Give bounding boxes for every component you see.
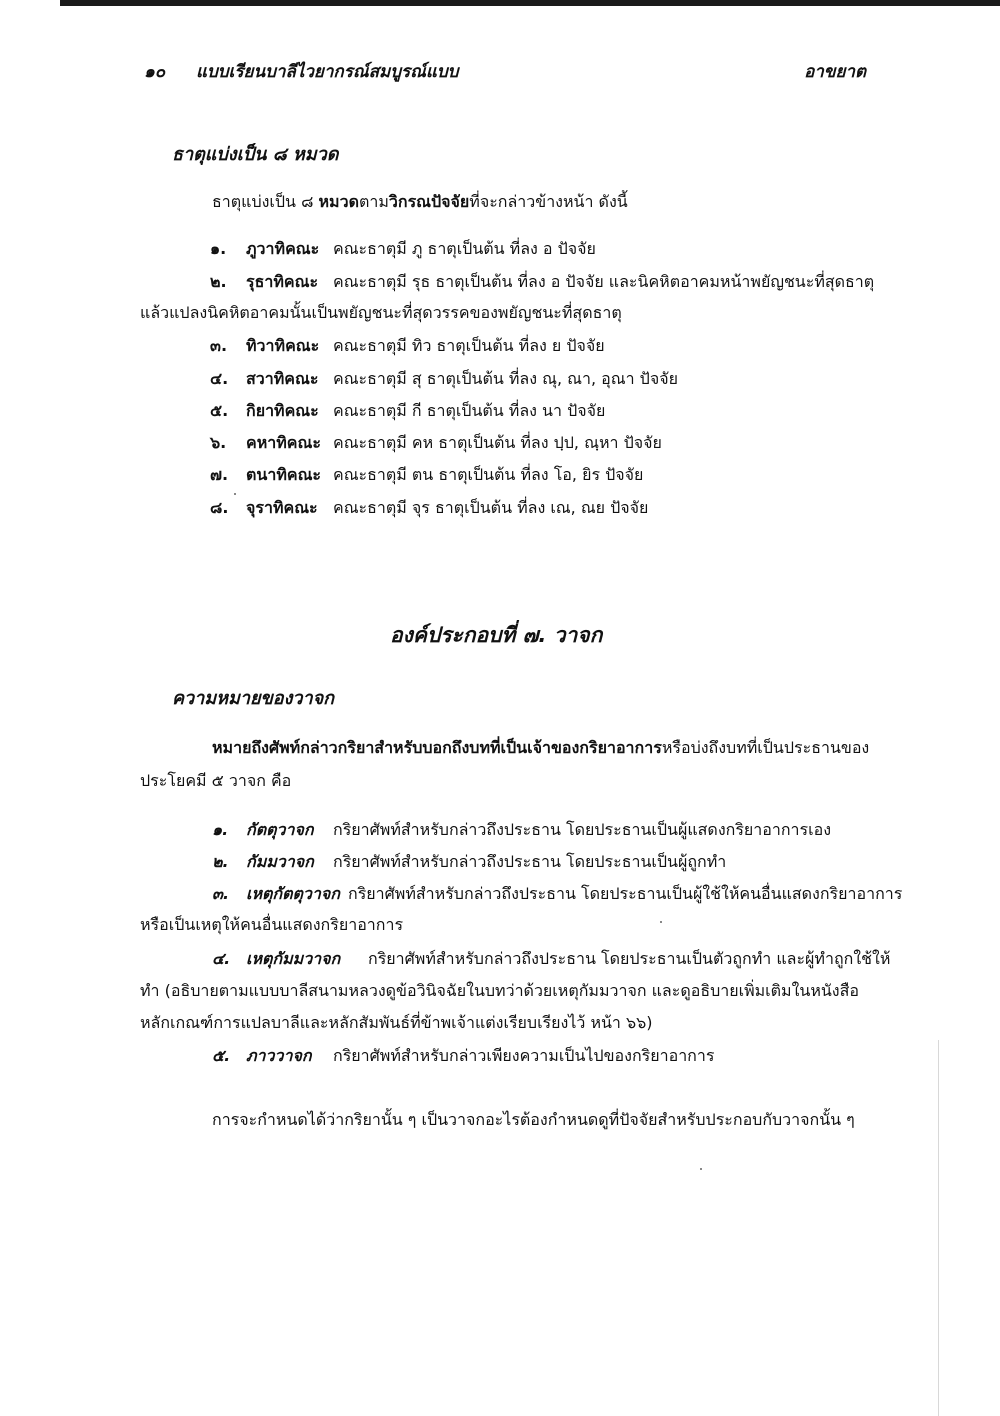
voice-description: กริยาศัพท์สำหรับกล่าวถึงประธาน โดยประธานเป็นผู้ถูกทำ: [333, 852, 727, 871]
list-number: ๒.: [212, 852, 229, 871]
group-term: ภูวาทิคณะ: [246, 239, 320, 258]
top-scan-edge: [60, 0, 1000, 6]
list-number: ๑.: [210, 239, 227, 258]
voice-description-continuation: หรือเป็นเหตุให้คนอื่นแสดงกริยาอาการ: [140, 915, 404, 934]
voice-term: กัมมวาจก: [246, 852, 314, 871]
intro-text: หรือบ่งถึงบทที่เป็นประธานของ: [661, 738, 870, 757]
group-description: คณะธาตุมี ภู ธาตุเป็นต้น ที่ลง อ ปัจจัย: [333, 239, 596, 258]
group-description: คณะธาตุมี กี ธาตุเป็นต้น ที่ลง นา ปัจจัย: [333, 401, 606, 420]
group-term: กิยาทิคณะ: [246, 401, 319, 420]
section1-intro: [212, 191, 628, 213]
section2-intro-continuation: ประโยคมี ๕ วาจก คือ: [140, 771, 292, 790]
scan-speck: [660, 921, 662, 923]
list-item: [0, 850, 1000, 874]
list-item: [0, 431, 1000, 455]
voice-description: กริยาศัพท์สำหรับกล่าวถึงประธาน โดยประธานเป็นผู้แสดงกริยาอาการเอง: [333, 820, 832, 839]
voice-description-continuation: ทำ (อธิบายตามแบบบาลีสนามหลวงดูข้อวินิจฉัยในบทว่าด้วยเหตุกัมมวาจก และดูอธิบายเพิ่มเติมในหนังสือ: [140, 981, 859, 1000]
list-item: [0, 496, 1000, 520]
list-number: ๘.: [210, 498, 229, 517]
intro-bold-text: วิกรณปัจจัย: [388, 192, 470, 211]
voice-term: เหตุกัมมวาจก: [246, 949, 341, 968]
list-number: ๕.: [212, 1046, 231, 1065]
list-item: [0, 334, 1000, 358]
list-number: ๓.: [210, 336, 228, 355]
list-number: ๑.: [212, 820, 229, 839]
list-item: [0, 399, 1000, 423]
voice-term: กัตตุวาจก: [246, 820, 314, 839]
intro-text: ธาตุแบ่งเป็น ๘: [212, 192, 319, 211]
group-term: ทิวาทิคณะ: [246, 336, 320, 355]
group-term: รุธาทิคณะ: [246, 272, 319, 291]
list-number: ๕.: [210, 401, 229, 420]
group-description: คณะธาตุมี คห ธาตุเป็นต้น ที่ลง ปฺป, ณฺหา ปัจจัย: [333, 433, 662, 452]
list-number: ๗.: [210, 465, 229, 484]
intro-text: ที่จะกล่าวข้างหน้า ดังนี้: [469, 192, 628, 211]
chapter-name: อาขยาต: [804, 62, 866, 82]
intro-bold-text: หมวด: [318, 192, 359, 211]
book-title: แบบเรียนบาลีไวยากรณ์สมบูรณ์แบบ: [196, 62, 459, 82]
list-item: [0, 463, 1000, 487]
group-description: คณะธาตุมี รุธ ธาตุเป็นต้น ที่ลง อ ปัจจัย และนิคหิตอาคมหน้าพยัญชนะที่สุดธาตุ: [333, 272, 875, 291]
section-title-dhatu: ธาตุแบ่งเป็น ๘ หมวด: [172, 144, 339, 165]
closing-paragraph: การจะกำหนดได้ว่ากริยานั้น ๆ เป็นวาจกอะไรต้องกำหนดดูที่ปัจจัยสำหรับประกอบกับวาจกนั้น ๆ: [212, 1110, 855, 1129]
running-header: [144, 58, 866, 86]
page-number: ๑๐: [144, 62, 166, 82]
list-item: [0, 818, 1000, 842]
list-number: ๓.: [212, 884, 230, 903]
list-number: ๒.: [210, 272, 227, 291]
scan-speck: [700, 1168, 702, 1170]
intro-bold-text: หมายถึงศัพท์กล่าวกริยาสำหรับบอกถึงบทที่เป็นเจ้าของกริยาอาการ: [212, 738, 662, 757]
list-item: [0, 947, 1000, 971]
group-description: คณะธาตุมี ทิว ธาตุเป็นต้น ที่ลง ย ปัจจัย: [333, 336, 605, 355]
list-number: ๔.: [210, 369, 229, 388]
group-term: จุราทิคณะ: [246, 498, 318, 517]
list-item: [0, 882, 1000, 906]
voice-description: กริยาศัพท์สำหรับกล่าวเพียงความเป็นไปของกริยาอาการ: [333, 1046, 715, 1065]
group-term: คหาทิคณะ: [246, 433, 321, 452]
list-item: [0, 367, 1000, 391]
group-description: คณะธาตุมี ตน ธาตุเป็นต้น ที่ลง โอ, ยิร ปัจจัย: [333, 465, 644, 484]
group-description: คณะธาตุมี สุ ธาตุเป็นต้น ที่ลง ณุ, ณา, อุณา ปัจจัย: [333, 369, 678, 388]
page-edge-line: [938, 1040, 939, 1416]
voice-term: ภาววาจก: [246, 1046, 312, 1065]
group-term: ตนาทิคณะ: [246, 465, 321, 484]
list-number: ๖.: [210, 433, 227, 452]
section-title-vacaka: ความหมายของวาจก: [172, 688, 335, 709]
part-title: องค์ประกอบที่ ๗. วาจก: [390, 623, 603, 647]
scan-speck: [234, 493, 236, 495]
list-item: [0, 237, 1000, 261]
group-term: สวาทิคณะ: [246, 369, 319, 388]
voice-description-continuation: หลักเกณฑ์การแปลบาลีและหลักสัมพันธ์ที่ข้าพเจ้าแต่งเรียบเรียงไว้ หน้า ๖๖): [140, 1013, 653, 1032]
list-item: [0, 1044, 1000, 1068]
voice-description: กริยาศัพท์สำหรับกล่าวถึงประธาน โดยประธานเป็นตัวถูกทำ และผู้ทำถูกใช้ให้: [368, 949, 891, 968]
voice-description: กริยาศัพท์สำหรับกล่าวถึงประธาน โดยประธานเป็นผู้ใช้ให้คนอื่นแสดงกริยาอาการ: [348, 884, 903, 903]
list-number: ๔.: [212, 949, 231, 968]
intro-text: ตาม: [358, 192, 389, 211]
list-item: [0, 270, 1000, 294]
voice-term: เหตุกัตตุวาจก: [246, 884, 340, 903]
group-description-continuation: แล้วแปลงนิคหิตอาคมนั้นเป็นพยัญชนะที่สุดวรรคของพยัญชนะที่สุดธาตุ: [140, 303, 622, 322]
group-description: คณะธาตุมี จุร ธาตุเป็นต้น ที่ลง เณ, ณย ปัจจัย: [333, 498, 649, 517]
section2-intro: [212, 737, 869, 759]
